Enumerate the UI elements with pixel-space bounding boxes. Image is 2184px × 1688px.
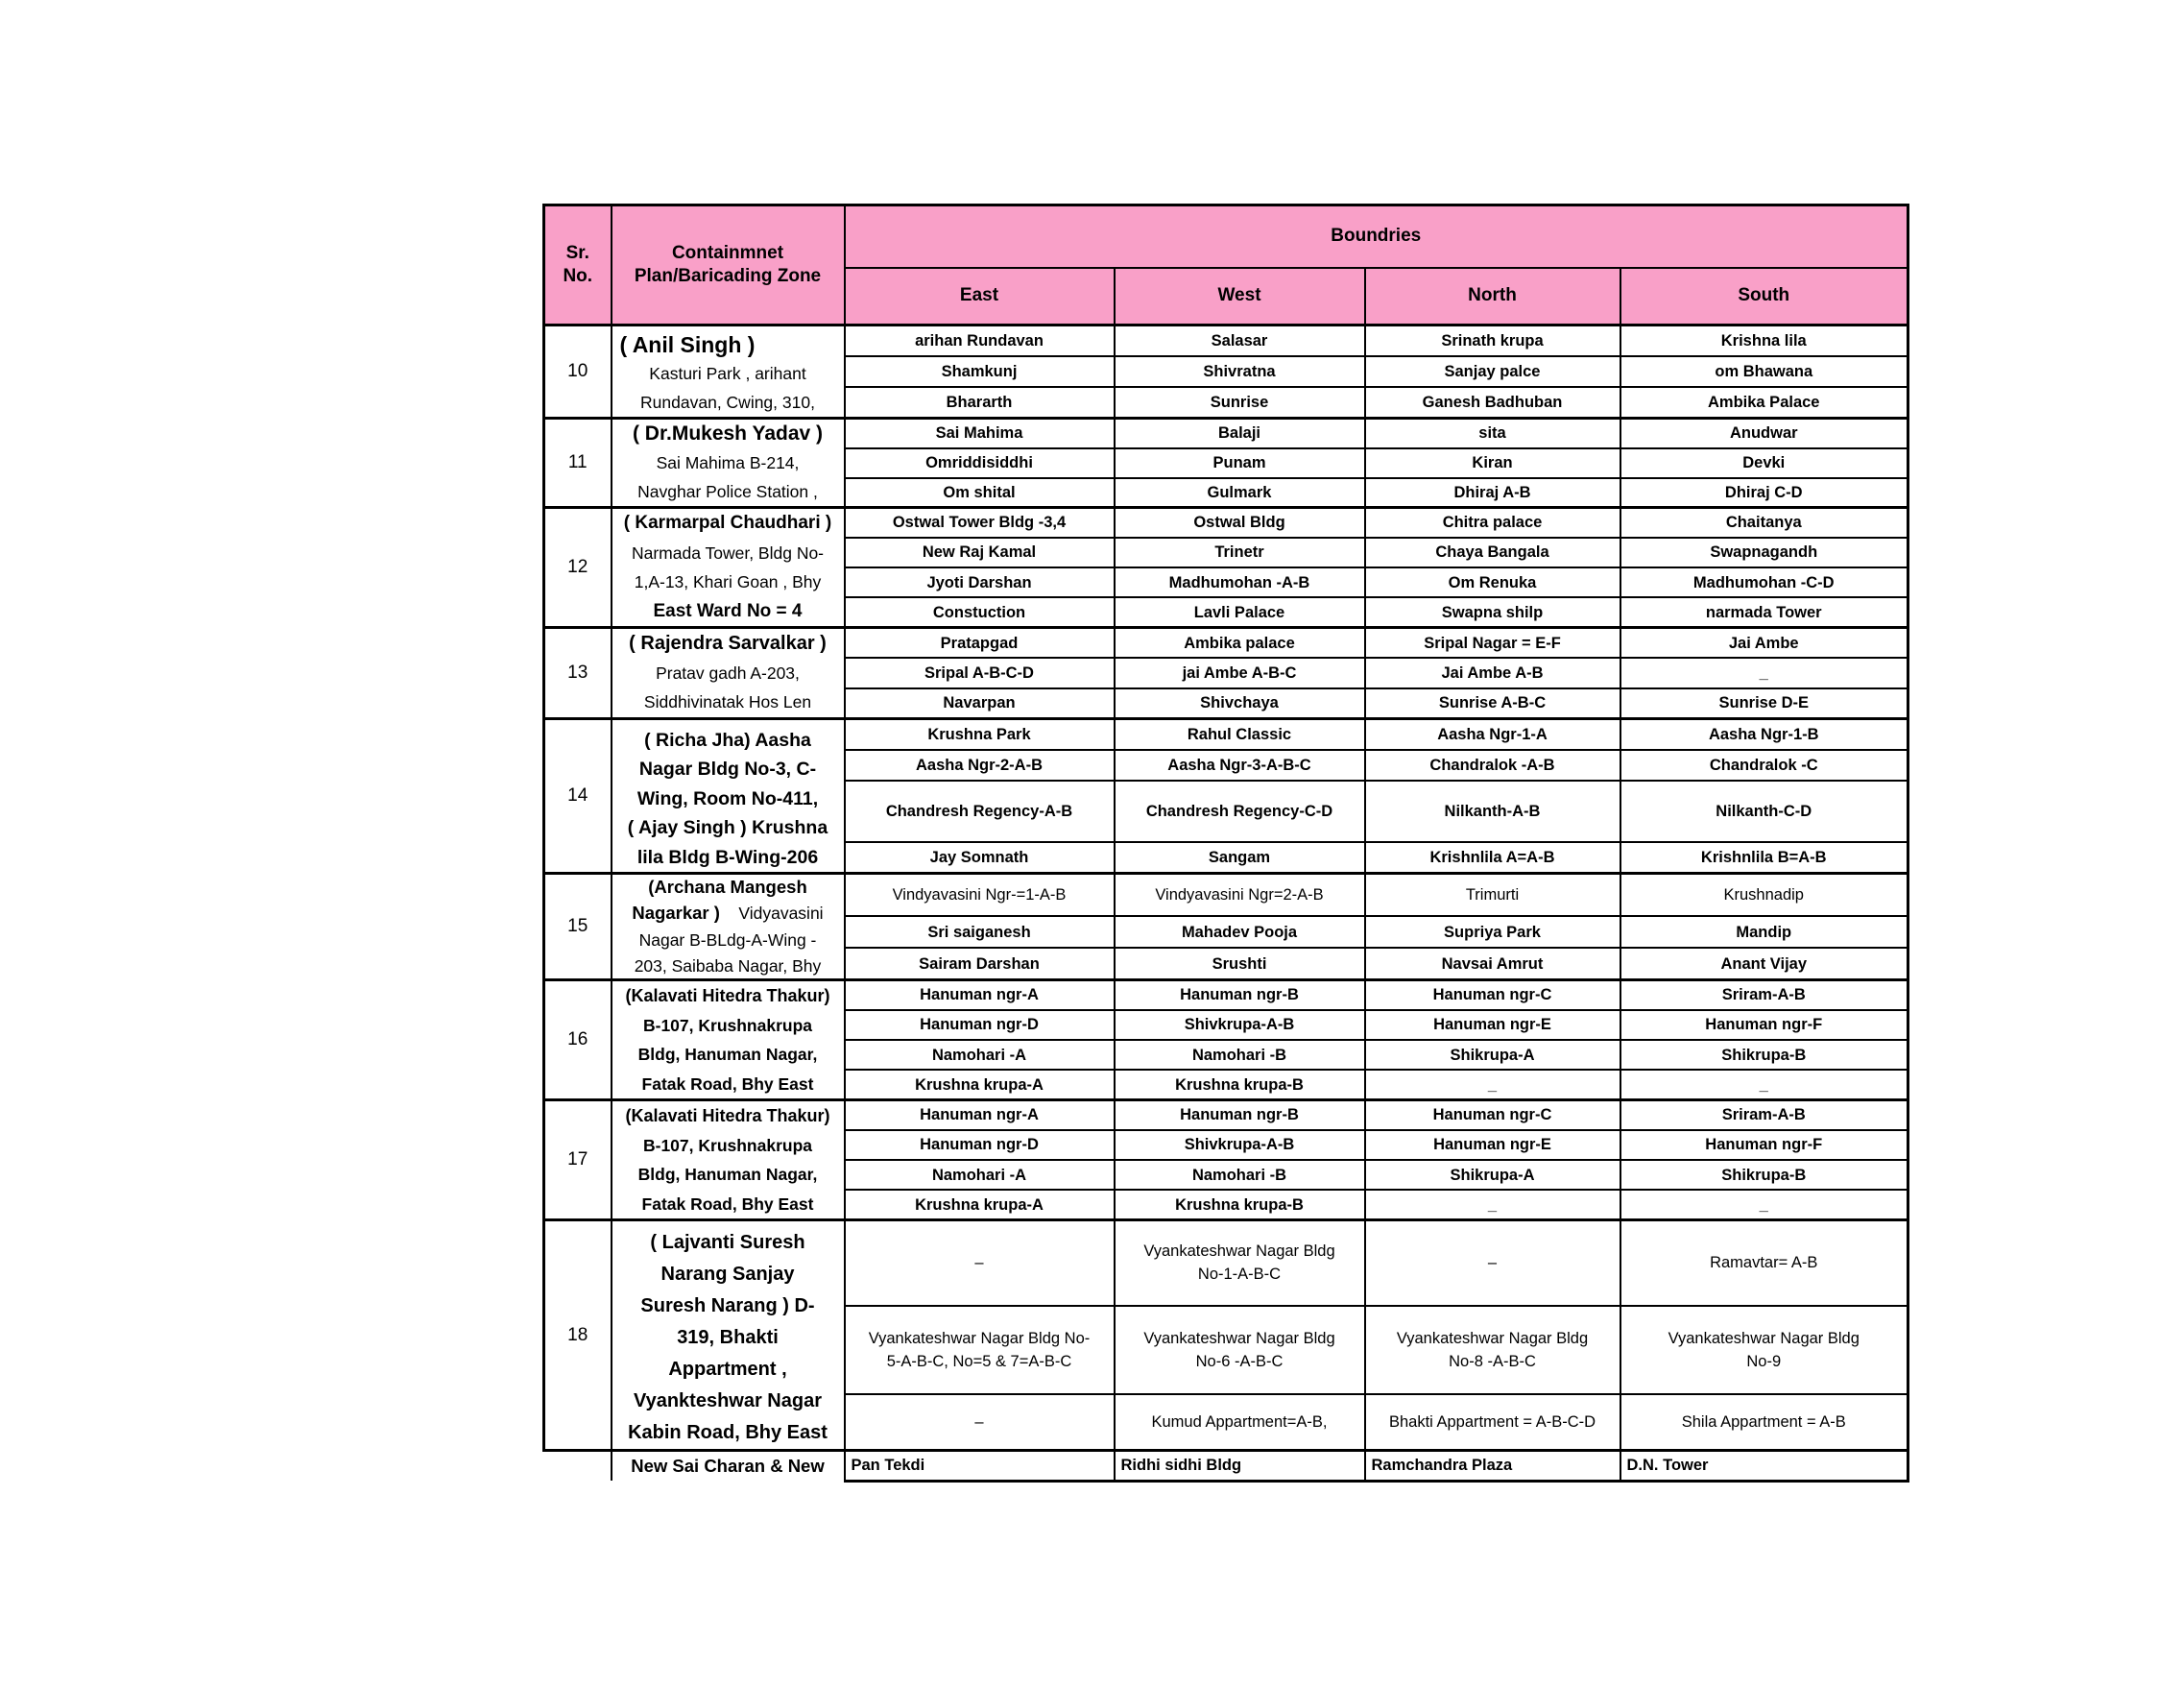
header-boundries: Boundries xyxy=(845,205,1908,268)
boundary-cell-north: _ xyxy=(1365,1190,1620,1219)
boundary-cell-south: Chaitanya xyxy=(1620,508,1908,538)
boundary-cell-west: Krushna krupa-B xyxy=(1115,1190,1365,1219)
boundary-cell-west: Punam xyxy=(1115,448,1365,478)
zone-line-part: Nagarkar ) xyxy=(632,902,720,923)
zone-line-part: Vidyavasini xyxy=(719,903,824,923)
zone-text xyxy=(612,1101,844,1218)
boundary-cell-south: _ xyxy=(1620,658,1908,688)
boundary-cell-north xyxy=(1365,1306,1620,1394)
boundary-cell-south: D.N. Tower xyxy=(1620,1451,1908,1482)
zone-text xyxy=(612,1221,844,1449)
boundary-cell-west: Chandresh Regency-C-D xyxy=(1115,781,1365,841)
boundary-cell-south: _ xyxy=(1620,1070,1908,1099)
boundary-cell-east: Chandresh Regency-A-B xyxy=(845,781,1115,841)
table-body xyxy=(544,326,1908,1482)
zone-text xyxy=(612,629,844,717)
boundary-cell-east: Sai Mahima xyxy=(845,419,1115,448)
boundary-cell-east: arihan Rundavan xyxy=(845,326,1115,356)
boundary-cell-north: Bhakti Appartment = A-B-C-D xyxy=(1365,1394,1620,1451)
table-row xyxy=(544,718,1908,750)
zone-cell xyxy=(612,508,845,628)
boundary-cell-north: Sunrise A-B-C xyxy=(1365,688,1620,719)
sr-number-cell: 16 xyxy=(544,980,612,1100)
zone-line: Bldg, Hanuman Nagar, xyxy=(637,1165,818,1184)
table-row xyxy=(544,326,1908,356)
zone-line: Vyankteshwar Nagar xyxy=(633,1390,822,1411)
boundary-cell-south: Shila Appartment = A-B xyxy=(1620,1394,1908,1451)
zone-line: (Archana Mangesh xyxy=(648,877,807,897)
boundary-cell-south: Aasha Ngr-1-B xyxy=(1620,718,1908,750)
sr-number-cell: 10 xyxy=(544,326,612,419)
table-row xyxy=(544,1451,1908,1482)
boundary-cell-west: Sunrise xyxy=(1115,387,1365,418)
containment-plan-table xyxy=(542,204,1909,1483)
table-row xyxy=(544,980,1908,1010)
cell-line: No-9 xyxy=(1746,1352,1782,1370)
zone-cell xyxy=(612,718,845,874)
containment-plan-sheet xyxy=(542,204,1909,1483)
zone-line: ( Lajvanti Suresh xyxy=(650,1232,805,1253)
zone-line: B-107, Krushnakrupa xyxy=(642,1135,813,1155)
zone-cell xyxy=(612,1100,845,1220)
sr-number-cell: 18 xyxy=(544,1220,612,1451)
boundary-cell-east: Pratapgad xyxy=(845,628,1115,659)
boundary-cell-west: Gulmark xyxy=(1115,478,1365,508)
boundary-cell-west: Balaji xyxy=(1115,419,1365,448)
zone-line: ( Dr.Mukesh Yadav ) xyxy=(632,422,824,445)
zone-text xyxy=(612,509,844,626)
sr-number-cell: 15 xyxy=(544,874,612,980)
boundary-cell-south: Jai Ambe xyxy=(1620,628,1908,659)
sr-number-cell: 12 xyxy=(544,508,612,628)
boundary-cell-east: Ostwal Tower Bldg -3,4 xyxy=(845,508,1115,538)
zone-line: ( Ajay Singh ) Krushna xyxy=(627,817,828,838)
boundary-cell-west: Namohari -B xyxy=(1115,1040,1365,1070)
boundary-cell-east: Krushna krupa-A xyxy=(845,1070,1115,1099)
zone-line: 203, Saibaba Nagar, Bhy xyxy=(634,955,822,976)
boundary-cell-west: Rahul Classic xyxy=(1115,718,1365,750)
boundary-cell-west: Madhumohan -A-B xyxy=(1115,567,1365,597)
boundary-cell-north: Chaya Bangala xyxy=(1365,538,1620,567)
boundary-cell-south: Dhiraj C-D xyxy=(1620,478,1908,508)
boundary-cell-east: Krushna krupa-A xyxy=(845,1190,1115,1219)
boundary-cell-east: Pan Tekdi xyxy=(845,1451,1115,1482)
boundary-cell-west xyxy=(1115,1220,1365,1306)
boundary-cell-north: Hanuman ngr-E xyxy=(1365,1130,1620,1160)
cell-line: 5-A-B-C, No=5 & 7=A-B-C xyxy=(886,1352,1072,1370)
boundary-cell-north: sita xyxy=(1365,419,1620,448)
boundary-cell-south: Hanuman ngr-F xyxy=(1620,1010,1908,1040)
zone-line: Fatak Road, Bhy East xyxy=(641,1073,814,1094)
table-row xyxy=(544,419,1908,448)
boundary-cell-north: Swapna shilp xyxy=(1365,597,1620,627)
boundary-cell-east: – xyxy=(845,1220,1115,1306)
boundary-cell-south: Krishnlila B=A-B xyxy=(1620,842,1908,874)
zone-cell xyxy=(612,874,845,980)
boundary-cell-west: Hanuman ngr-B xyxy=(1115,980,1365,1010)
boundary-cell-north: Shikrupa-A xyxy=(1365,1160,1620,1190)
boundary-cell-west: Vindyavasini Ngr=2-A-B xyxy=(1115,874,1365,917)
zone-text xyxy=(612,326,844,417)
boundary-cell-south: Nilkanth-C-D xyxy=(1620,781,1908,841)
boundary-cell-south: Ramavtar= A-B xyxy=(1620,1220,1908,1306)
header-sr-no xyxy=(544,205,612,326)
zone-line: Narmada Tower, Bldg No- xyxy=(631,543,825,563)
zone-line: (Kalavati Hitedra Thakur) xyxy=(625,986,830,1005)
sr-number-cell: 17 xyxy=(544,1100,612,1220)
zone-line: Sai Mahima B-214, xyxy=(656,453,800,472)
boundary-cell-west: Hanuman ngr-B xyxy=(1115,1100,1365,1130)
cell-line: No-8 -A-B-C xyxy=(1449,1352,1536,1370)
boundary-cell-west: Namohari -B xyxy=(1115,1160,1365,1190)
boundary-cell-west: Kumud Appartment=A-B, xyxy=(1115,1394,1365,1451)
boundary-cell-south: Hanuman ngr-F xyxy=(1620,1130,1908,1160)
boundary-cell-south: Krishna lila xyxy=(1620,326,1908,356)
boundary-cell-north: – xyxy=(1365,1220,1620,1306)
boundary-cell-west: Ambika palace xyxy=(1115,628,1365,659)
cell-line: Vyankateshwar Nagar Bldg xyxy=(1668,1329,1860,1347)
boundary-cell-south: Ambika Palace xyxy=(1620,387,1908,418)
boundary-cell-north: Kiran xyxy=(1365,448,1620,478)
boundary-cell-east: Navarpan xyxy=(845,688,1115,719)
boundary-cell-north: Sanjay palce xyxy=(1365,356,1620,387)
boundary-cell-south: Anant Vijay xyxy=(1620,948,1908,979)
header-zone-line2: Plan/Baricading Zone xyxy=(634,266,822,286)
header-west: West xyxy=(1115,268,1365,326)
boundary-cell-east: New Raj Kamal xyxy=(845,538,1115,567)
boundary-cell-west: Salasar xyxy=(1115,326,1365,356)
boundary-cell-west: Srushti xyxy=(1115,948,1365,979)
boundary-cell-north: Navsai Amrut xyxy=(1365,948,1620,979)
boundary-cell-east: Hanuman ngr-D xyxy=(845,1010,1115,1040)
boundary-cell-south: om Bhawana xyxy=(1620,356,1908,387)
boundary-cell-south: Madhumohan -C-D xyxy=(1620,567,1908,597)
sr-number-cell: 14 xyxy=(544,718,612,874)
zone-line: Kasturi Park , arihant xyxy=(649,364,806,383)
zone-line: East Ward No = 4 xyxy=(653,600,803,621)
boundary-cell-east: Hanuman ngr-A xyxy=(845,1100,1115,1130)
boundary-cell-south: Sriram-A-B xyxy=(1620,980,1908,1010)
boundary-cell-south: Chandralok -C xyxy=(1620,750,1908,782)
table-row xyxy=(544,628,1908,659)
boundary-cell-east: Sairam Darshan xyxy=(845,948,1115,979)
boundary-cell-north: Shikrupa-A xyxy=(1365,1040,1620,1070)
boundary-cell-south: Devki xyxy=(1620,448,1908,478)
table-row xyxy=(544,874,1908,917)
zone-line: Bldg, Hanuman Nagar, xyxy=(637,1045,818,1064)
boundary-cell-west: Sangam xyxy=(1115,842,1365,874)
zone-line: 319, Bhakti xyxy=(677,1327,779,1348)
boundary-cell-south: _ xyxy=(1620,1190,1908,1219)
zone-line: Navghar Police Station , xyxy=(637,482,818,501)
zone-line: Suresh Narang ) D- xyxy=(640,1295,815,1316)
zone-line: Appartment , xyxy=(668,1359,787,1380)
boundary-cell-north: Ramchandra Plaza xyxy=(1365,1451,1620,1482)
boundary-cell-south: Shikrupa-B xyxy=(1620,1160,1908,1190)
zone-line: Rundavan, Cwing, 310, xyxy=(640,393,815,412)
zone-cell xyxy=(612,1451,845,1482)
boundary-cell-north: Hanuman ngr-C xyxy=(1365,1100,1620,1130)
boundary-cell-north: Dhiraj A-B xyxy=(1365,478,1620,508)
header-east: East xyxy=(845,268,1115,326)
boundary-cell-east: Sri saiganesh xyxy=(845,916,1115,948)
boundary-cell-east xyxy=(845,1306,1115,1394)
boundary-cell-south: Sriram-A-B xyxy=(1620,1100,1908,1130)
boundary-cell-north: Nilkanth-A-B xyxy=(1365,781,1620,841)
boundary-cell-north: Ganesh Badhuban xyxy=(1365,387,1620,418)
boundary-cell-north: Hanuman ngr-E xyxy=(1365,1010,1620,1040)
boundary-cell-east: – xyxy=(845,1394,1115,1451)
header-north: North xyxy=(1365,268,1620,326)
boundary-cell-north: Om Renuka xyxy=(1365,567,1620,597)
boundary-cell-south: Sunrise D-E xyxy=(1620,688,1908,719)
boundary-cell-east: Namohari -A xyxy=(845,1160,1115,1190)
boundary-cell-south: Shikrupa-B xyxy=(1620,1040,1908,1070)
zone-cell xyxy=(612,1220,845,1451)
cell-line: Vyankateshwar Nagar Bldg xyxy=(1143,1329,1335,1347)
zone-text xyxy=(612,875,844,978)
zone-line: Siddhivinatak Hos Len xyxy=(643,692,812,711)
boundary-cell-south: Mandip xyxy=(1620,916,1908,948)
zone-text xyxy=(612,420,844,506)
sr-number-cell: 13 xyxy=(544,628,612,719)
boundary-cell-west: Shivchaya xyxy=(1115,688,1365,719)
boundary-cell-north: Jai Ambe A-B xyxy=(1365,658,1620,688)
zone-text xyxy=(612,1452,844,1481)
table-header xyxy=(544,205,1908,326)
cell-line: No-6 -A-B-C xyxy=(1195,1352,1284,1370)
zone-line: Nagar B-BLdg-A-Wing - xyxy=(638,930,817,950)
zone-line: ( Rajendra Sarvalkar ) xyxy=(629,633,827,654)
boundary-cell-north: Supriya Park xyxy=(1365,916,1620,948)
boundary-cell-north: Chandralok -A-B xyxy=(1365,750,1620,782)
table-row xyxy=(544,1220,1908,1306)
boundary-cell-west: Trinetr xyxy=(1115,538,1365,567)
boundary-cell-west: Krushna krupa-B xyxy=(1115,1070,1365,1099)
zone-line: Wing, Room No-411, xyxy=(636,787,819,809)
boundary-cell-west: Shivkrupa-A-B xyxy=(1115,1010,1365,1040)
boundary-cell-east: Krushna Park xyxy=(845,718,1115,750)
table-row xyxy=(544,508,1908,538)
boundary-cell-south: Anudwar xyxy=(1620,419,1908,448)
zone-line: B-107, Krushnakrupa xyxy=(642,1015,813,1035)
boundary-cell-west: Mahadev Pooja xyxy=(1115,916,1365,948)
zone-cell xyxy=(612,326,845,419)
boundary-cell-west: jai Ambe A-B-C xyxy=(1115,658,1365,688)
zone-line: Nagar Bldg No-3, C- xyxy=(638,759,817,780)
boundary-cell-west: Lavli Palace xyxy=(1115,597,1365,627)
zone-line: Narang Sanjay xyxy=(660,1264,795,1285)
boundary-cell-south: Krushnadip xyxy=(1620,874,1908,917)
zone-line: (Kalavati Hitedra Thakur) xyxy=(625,1106,830,1125)
boundary-cell-west xyxy=(1115,1306,1365,1394)
boundary-cell-west: Shivkrupa-A-B xyxy=(1115,1130,1365,1160)
boundary-cell-east: Hanuman ngr-D xyxy=(845,1130,1115,1160)
boundary-cell-south: Swapnagandh xyxy=(1620,538,1908,567)
zone-cell xyxy=(612,628,845,719)
boundary-cell-east: Vindyavasini Ngr-=1-A-B xyxy=(845,874,1115,917)
boundary-cell-east: Sripal A-B-C-D xyxy=(845,658,1115,688)
cell-line: Vyankateshwar Nagar Bldg xyxy=(1143,1242,1335,1261)
zone-line xyxy=(612,901,844,928)
header-sr-line1: Sr. xyxy=(565,243,589,263)
boundary-cell-north: Hanuman ngr-C xyxy=(1365,980,1620,1010)
boundary-cell-east: Namohari -A xyxy=(845,1040,1115,1070)
cell-line: Vyankateshwar Nagar Bldg xyxy=(1396,1329,1589,1347)
boundary-cell-east: Jyoti Darshan xyxy=(845,567,1115,597)
cell-line: Vyankateshwar Nagar Bldg No- xyxy=(868,1329,1091,1347)
header-zone-line1: Containmnet xyxy=(671,243,784,263)
cell-line: No-1-A-B-C xyxy=(1197,1266,1282,1284)
zone-cell xyxy=(612,419,845,508)
zone-line: ( Karmarpal Chaudhari ) xyxy=(623,513,832,533)
zone-line: New Sai Charan & New xyxy=(631,1456,825,1476)
table-row xyxy=(544,1100,1908,1130)
boundary-cell-north: Chitra palace xyxy=(1365,508,1620,538)
boundary-cell-east: Omriddisiddhi xyxy=(845,448,1115,478)
boundary-cell-west: Ostwal Bldg xyxy=(1115,508,1365,538)
zone-line: ( Richa Jha) Aasha xyxy=(644,729,811,751)
zone-line: Kabin Road, Bhy East xyxy=(628,1422,828,1443)
zone-line: 1,A-13, Khari Goan , Bhy xyxy=(634,572,822,591)
zone-text xyxy=(612,981,844,1098)
boundary-cell-east: Hanuman ngr-A xyxy=(845,980,1115,1010)
header-sr-line2: No. xyxy=(563,266,593,286)
boundary-cell-east: Bhararth xyxy=(845,387,1115,418)
boundary-cell-east: Om shital xyxy=(845,478,1115,508)
boundary-cell-north: Sripal Nagar = E-F xyxy=(1365,628,1620,659)
boundary-cell-north: Trimurti xyxy=(1365,874,1620,917)
zone-line: ( Anil Singh ) xyxy=(619,332,756,357)
boundary-cell-north: Aasha Ngr-1-A xyxy=(1365,718,1620,750)
boundary-cell-south xyxy=(1620,1306,1908,1394)
zone-cell xyxy=(612,980,845,1100)
boundary-cell-west: Ridhi sidhi Bldg xyxy=(1115,1451,1365,1482)
boundary-cell-east: Shamkunj xyxy=(845,356,1115,387)
sr-number-cell: 11 xyxy=(544,419,612,508)
zone-text xyxy=(612,720,844,873)
boundary-cell-west: Aasha Ngr-3-A-B-C xyxy=(1115,750,1365,782)
header-zone xyxy=(612,205,845,326)
header-south: South xyxy=(1620,268,1908,326)
sr-number-cell xyxy=(544,1451,612,1482)
boundary-cell-south: narmada Tower xyxy=(1620,597,1908,627)
boundary-cell-north: _ xyxy=(1365,1070,1620,1099)
boundary-cell-east: Jay Somnath xyxy=(845,842,1115,874)
zone-line: Fatak Road, Bhy East xyxy=(641,1194,814,1214)
boundary-cell-west: Shivratna xyxy=(1115,356,1365,387)
boundary-cell-east: Aasha Ngr-2-A-B xyxy=(845,750,1115,782)
zone-line: Pratav gadh A-203, xyxy=(656,663,800,683)
boundary-cell-east: Constuction xyxy=(845,597,1115,627)
zone-line: lila Bldg B-Wing-206 xyxy=(636,846,819,868)
boundary-cell-north: Krishnlila A=A-B xyxy=(1365,842,1620,874)
boundary-cell-north: Srinath krupa xyxy=(1365,326,1620,356)
